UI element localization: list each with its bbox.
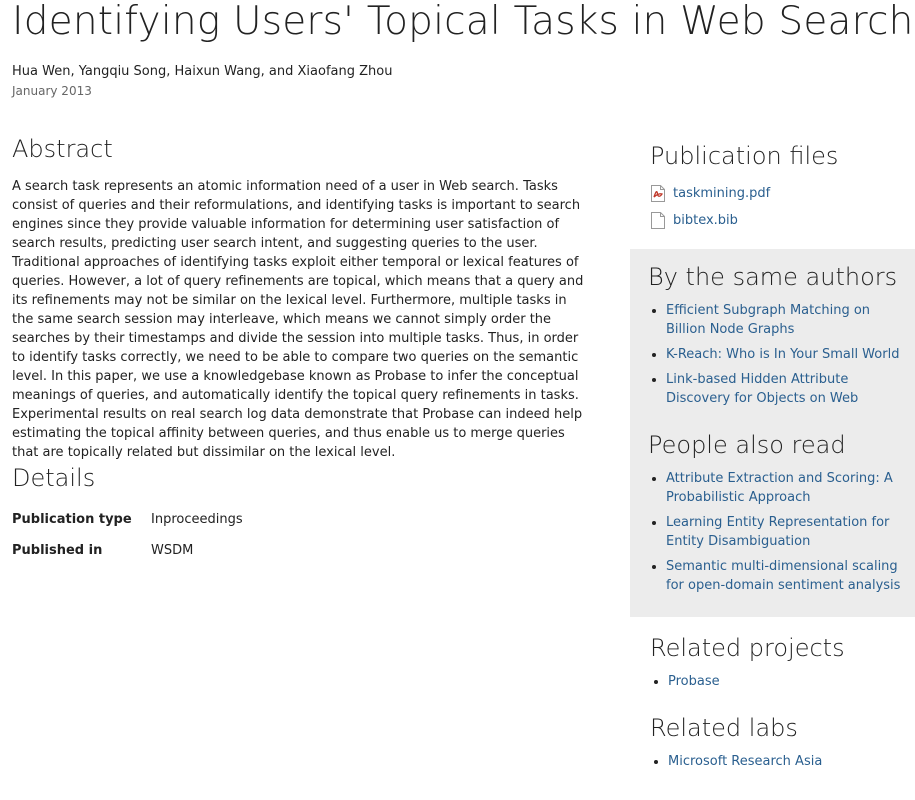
same-authors-section bbox=[648, 261, 908, 414]
list-item bbox=[668, 752, 910, 771]
related-projects-section bbox=[650, 632, 910, 697]
file-item bbox=[650, 207, 910, 234]
details-row bbox=[12, 504, 243, 535]
list-item bbox=[666, 557, 908, 595]
related-paper-link[interactable]: Attribute Extraction and Scoring: A Probabilistic Approach bbox=[666, 471, 893, 505]
bibtex-file-link[interactable]: bibtex.bib bbox=[673, 213, 738, 228]
related-paper-link[interactable]: Semantic multi-dimensional scaling for open-domain sentiment analysis bbox=[666, 559, 901, 593]
pdf-file-icon bbox=[650, 185, 666, 202]
also-read-heading: People also read bbox=[648, 431, 846, 459]
project-link[interactable]: Probase bbox=[668, 674, 720, 689]
related-labs-list bbox=[650, 752, 910, 771]
related-labs-heading: Related labs bbox=[650, 714, 798, 742]
related-projects-heading: Related projects bbox=[650, 634, 845, 662]
related-paper-link[interactable]: Link-based Hidden Attribute Discovery for Objects on Web bbox=[666, 372, 859, 406]
list-item bbox=[666, 513, 908, 551]
publication-files-section bbox=[650, 140, 910, 234]
details-value: WSDM bbox=[151, 543, 194, 558]
details-label: Publication type bbox=[12, 512, 132, 527]
lab-link[interactable]: Microsoft Research Asia bbox=[668, 754, 823, 769]
recommendations-panel bbox=[630, 249, 915, 617]
related-paper-link[interactable]: Learning Entity Representation for Entity Disambiguation bbox=[666, 515, 890, 549]
same-authors-list bbox=[648, 301, 908, 408]
related-paper-link[interactable]: Efficient Subgraph Matching on Billion Node Graphs bbox=[666, 303, 871, 337]
details-heading: Details bbox=[12, 464, 96, 492]
details-value: Inproceedings bbox=[151, 512, 243, 527]
related-projects-list bbox=[650, 672, 910, 691]
publication-date: January 2013 bbox=[12, 84, 92, 98]
abstract-text: A search task represents an atomic information need of a user in Web search. Tasks consist of queries and their reformulations, and identifying tasks is important to search engines since they provide valuable information for determining user satisfaction of search results, predicting user search intent, and suggesting queries to the user. Traditional approaches of identifying tasks exploit either temporal or lexical features of queries. However, a lot of query refinements are topical, which means that a query and its refinements may not be similar on the lexical level. Furthermore, multiple tasks in the same search session may interleave, which means we cannot simply order the searches by their timestamps and divide the session into multiple tasks. Thus, in order to identify tasks correctly, we need to be able to compare two queries on the semantic level. In this paper, we use a knowledgebase known as Probase to infer the conceptual meanings of queries, and automatically identify the topical query refinements in tasks. Experimental results on real search log data demonstrate that Probase can indeed help estimating the topical affinity between queries, and thus enable us to merge queries that are topically related but dissimilar on the lexical level. bbox=[12, 179, 584, 460]
also-read-section bbox=[648, 429, 908, 601]
also-read-list bbox=[648, 469, 908, 595]
list-item bbox=[666, 345, 908, 364]
file-item bbox=[650, 180, 910, 207]
page-title: Identifying Users' Topical Tasks in Web Search bbox=[12, 0, 914, 44]
related-labs-section bbox=[650, 712, 910, 777]
list-item bbox=[668, 672, 910, 691]
main-content bbox=[12, 133, 592, 566]
details-label: Published in bbox=[12, 543, 103, 558]
list-item bbox=[666, 370, 908, 408]
abstract-heading: Abstract bbox=[12, 135, 113, 163]
list-item bbox=[666, 301, 908, 339]
related-paper-link[interactable]: K-Reach: Who is In Your Small World bbox=[666, 347, 900, 362]
pdf-file-link[interactable]: taskmining.pdf bbox=[673, 186, 771, 201]
publication-files-heading: Publication files bbox=[650, 142, 839, 170]
list-item bbox=[666, 469, 908, 507]
generic-file-icon bbox=[650, 212, 666, 229]
author-list: Hua Wen, Yangqiu Song, Haixun Wang, and Xiaofang Zhou bbox=[12, 64, 393, 79]
details-table bbox=[12, 504, 243, 566]
same-authors-heading: By the same authors bbox=[648, 263, 898, 291]
details-row bbox=[12, 535, 243, 566]
